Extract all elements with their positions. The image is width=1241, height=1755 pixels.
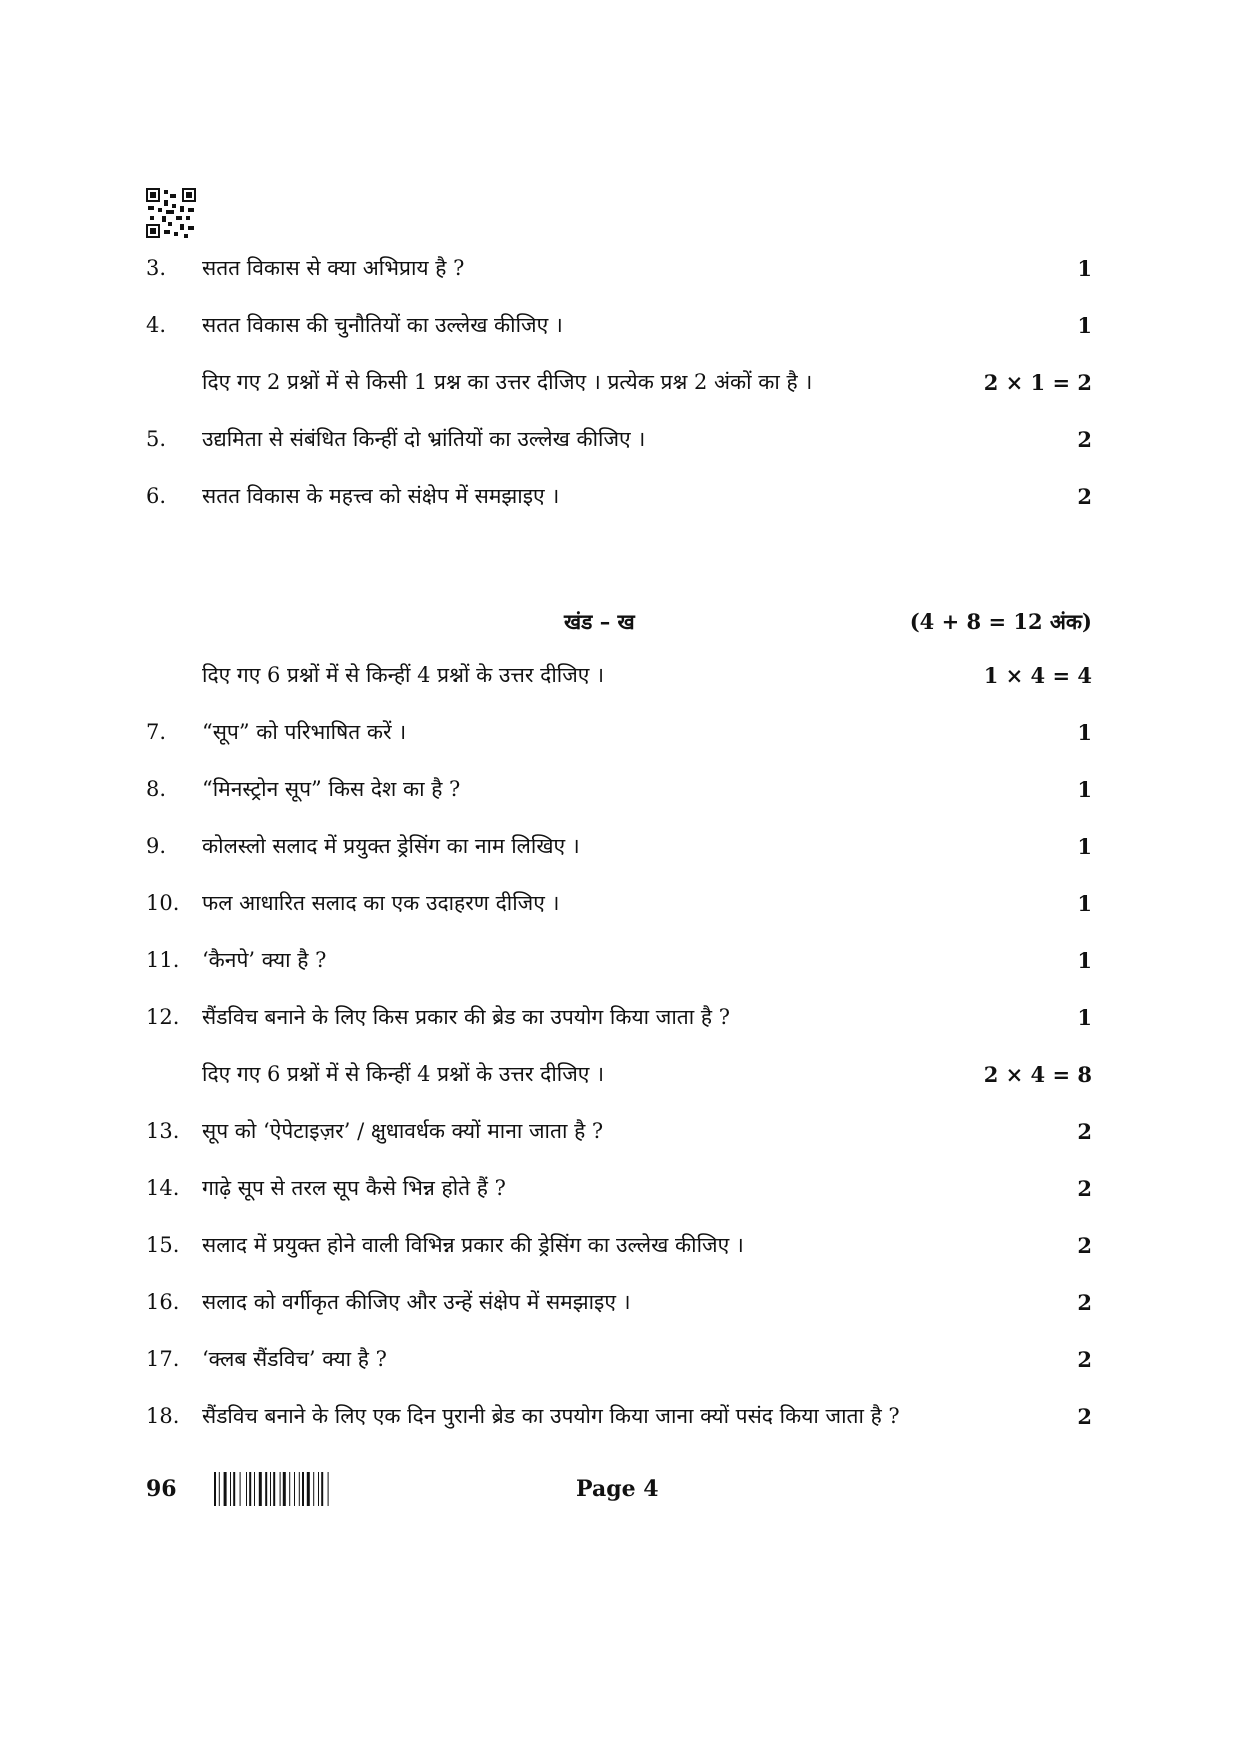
question-number: 14. [146,1176,180,1200]
question-row [146,1168,1092,1208]
marks: 2 [1077,1403,1092,1429]
marks: 2 [1077,426,1092,452]
marks: 1 × 4 = 4 [983,662,1092,688]
question-number: 6. [146,484,167,508]
question-number: 9. [146,834,167,858]
question-row [146,712,1092,752]
question-row [146,1396,1092,1436]
question-text: सलाद में प्रयुक्त होने वाली विभिन्न प्रकार की ड्रेसिंग का उल्लेख कीजिए । [202,1233,744,1257]
question-number: 8. [146,777,167,801]
page-footer [146,1468,1092,1508]
question-number: 18. [146,1404,180,1428]
question-text: उद्यमिता से संबंधित किन्हीं दो भ्रांतियों का उल्लेख कीजिए । [202,427,646,451]
marks: 1 [1077,1004,1092,1030]
question-text: कोलस्लो सलाद में प्रयुक्त ड्रेसिंग का नाम लिखिए । [202,834,580,858]
marks: 1 [1077,312,1092,338]
marks: 2 [1077,483,1092,509]
marks: 1 [1077,890,1092,916]
instruction-text: दिए गए 6 प्रश्नों में से किन्हीं 4 प्रश्नों के उत्तर दीजिए । [202,1062,605,1086]
marks: 2 [1077,1289,1092,1315]
question-number: 15. [146,1233,180,1257]
question-text: “सूप” को परिभाषित करें । [202,720,407,744]
question-text: “मिनस्ट्रोन सूप” किस देश का है ? [202,777,461,801]
question-text: फल आधारित सलाद का एक उदाहरण दीजिए । [202,891,560,915]
instruction-text: दिए गए 2 प्रश्नों में से किसी 1 प्रश्न का उत्तर दीजिए । प्रत्येक प्रश्न 2 अंकों का है । [202,370,813,394]
marks: 2 [1077,1346,1092,1372]
question-number: 5. [146,427,167,451]
page-number: Page 4 [576,1476,659,1502]
question-text: ‘कैनपे’ क्या है ? [202,948,327,972]
marks: 1 [1077,833,1092,859]
section-title: खंड – ख [564,609,635,634]
barcode-icon [214,1472,349,1506]
question-text: सैंडविच बनाने के लिए एक दिन पुरानी ब्रेड का उपयोग किया जाना क्यों पसंद किया जाता है ? [202,1404,900,1428]
question-text: सैंडविच बनाने के लिए किस प्रकार की ब्रेड का उपयोग किया जाता है ? [202,1005,730,1029]
marks: 2 [1077,1175,1092,1201]
question-text: सतत विकास के महत्त्व को संक्षेप में समझाइए । [202,484,560,508]
question-number: 7. [146,720,167,744]
instruction-text: दिए गए 6 प्रश्नों में से किन्हीं 4 प्रश्नों के उत्तर दीजिए । [202,663,605,687]
marks: 1 [1077,776,1092,802]
instruction-row [146,362,1092,402]
marks: 1 [1077,947,1092,973]
question-number: 11. [146,948,180,972]
section-b-header [146,600,1092,640]
question-row [146,997,1092,1037]
question-row [146,883,1092,923]
marks: 2 × 4 = 8 [983,1061,1092,1087]
marks: 1 [1077,255,1092,281]
question-number: 3. [146,256,167,280]
question-number: 12. [146,1005,180,1029]
qr-code-icon [146,188,196,238]
instruction-row [146,1054,1092,1094]
question-number: 17. [146,1347,180,1371]
marks: 2 [1077,1232,1092,1258]
question-row [146,940,1092,980]
question-row [146,248,1092,288]
question-text: गाढ़े सूप से तरल सूप कैसे भिन्न होते हैं ? [202,1176,506,1200]
marks: 2 × 1 = 2 [983,369,1092,395]
question-row [146,1339,1092,1379]
question-number: 16. [146,1290,180,1314]
section-marks: (4 + 8 = 12 अंक) [909,609,1092,634]
question-number: 13. [146,1119,180,1143]
question-row [146,769,1092,809]
question-row [146,1111,1092,1151]
question-text: ‘क्लब सैंडविच’ क्या है ? [202,1347,387,1371]
question-text: सतत विकास से क्या अभिप्राय है ? [202,256,465,280]
question-row [146,476,1092,516]
question-text: सतत विकास की चुनौतियों का उल्लेख कीजिए । [202,313,563,337]
question-row [146,826,1092,866]
instruction-row [146,655,1092,695]
marks: 1 [1077,719,1092,745]
question-row [146,1282,1092,1322]
question-text: सूप को ‘ऐपेटाइज़र’ / क्षुधावर्धक क्यों माना जाता है ? [202,1119,604,1143]
question-row [146,419,1092,459]
question-row [146,305,1092,345]
question-number: 10. [146,891,180,915]
question-number: 4. [146,313,167,337]
question-text: सलाद को वर्गीकृत कीजिए और उन्हें संक्षेप में समझाइए । [202,1290,631,1314]
question-row [146,1225,1092,1265]
marks: 2 [1077,1118,1092,1144]
paper-code: 96 [146,1476,177,1502]
